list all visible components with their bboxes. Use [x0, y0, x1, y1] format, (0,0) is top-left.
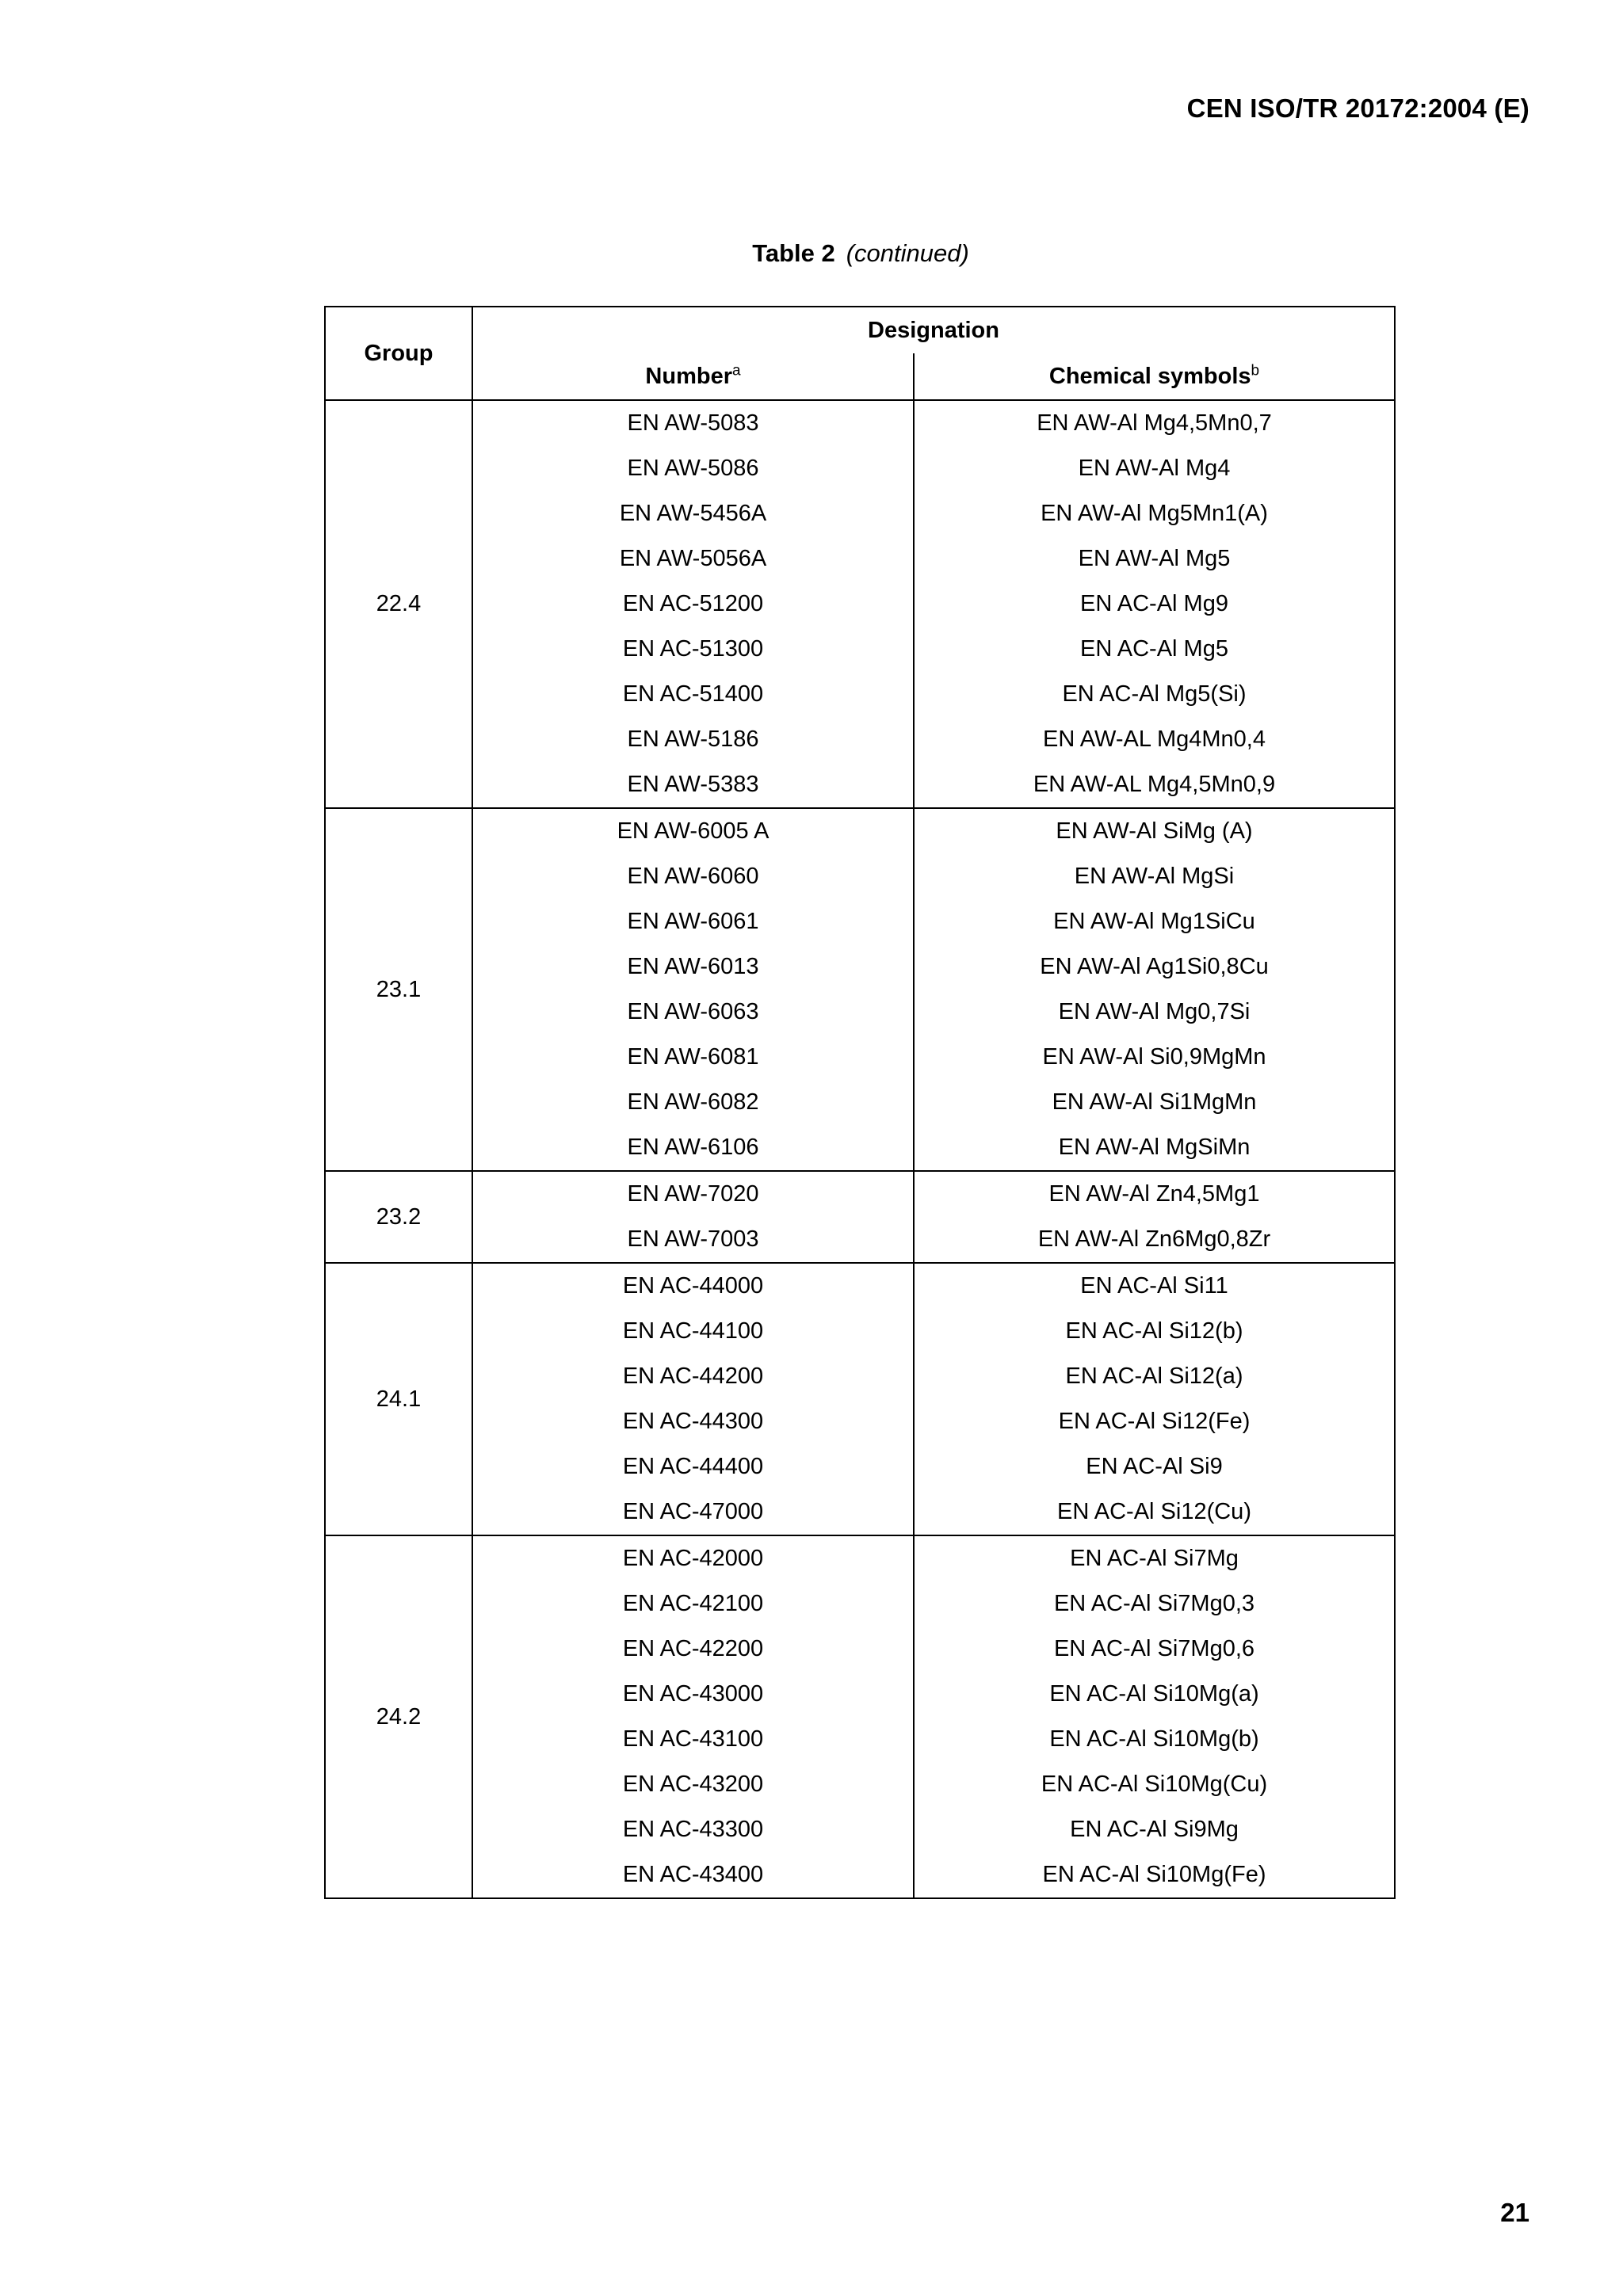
chemical-symbol-cell: EN AC-Al Si10Mg(Fe): [914, 1852, 1395, 1898]
table-row: [325, 1217, 1395, 1263]
table-row: [325, 1263, 1395, 1309]
chemical-symbol-cell: EN AC-Al Si11: [914, 1263, 1395, 1309]
group-cell: 23.1: [325, 808, 472, 1171]
number-cell: EN AW-6082: [472, 1080, 914, 1125]
number-footnote-marker: a: [732, 361, 741, 379]
chemical-symbol-cell: EN AW-Al Mg4: [914, 446, 1395, 491]
number-cell: EN AW-6060: [472, 854, 914, 899]
table-row: [325, 536, 1395, 582]
table-row: [325, 400, 1395, 446]
number-cell: EN AC-42000: [472, 1535, 914, 1581]
chemical-symbol-cell: EN AC-Al Si10Mg(b): [914, 1717, 1395, 1762]
number-cell: EN AC-51400: [472, 672, 914, 717]
table-row: [325, 1535, 1395, 1581]
number-cell: EN AC-44000: [472, 1263, 914, 1309]
number-cell: EN AC-43300: [472, 1807, 914, 1852]
group-cell: 24.2: [325, 1535, 472, 1898]
chemical-symbols-column-header: [914, 353, 1395, 400]
chemical-symbol-cell: EN AW-Al Mg5Mn1(A): [914, 491, 1395, 536]
group-cell: 23.2: [325, 1171, 472, 1263]
chemical-symbol-cell: EN AW-Al Si1MgMn: [914, 1080, 1395, 1125]
chemical-symbol-cell: EN AC-Al Si12(b): [914, 1309, 1395, 1354]
table-row: [325, 627, 1395, 672]
table-row: [325, 854, 1395, 899]
number-cell: EN AW-5056A: [472, 536, 914, 582]
chemical-symbol-cell: EN AW-Al Mg0,7Si: [914, 990, 1395, 1035]
number-cell: EN AW-5383: [472, 762, 914, 808]
chemical-header-label: Chemical symbols: [1048, 363, 1251, 389]
chemical-symbol-cell: EN AW-Al MgSiMn: [914, 1125, 1395, 1171]
document-code: CEN ISO/TR 20172:2004 (E): [1186, 93, 1529, 123]
number-cell: EN AC-43100: [472, 1717, 914, 1762]
chemical-symbol-cell: EN AC-Al Si12(Fe): [914, 1399, 1395, 1444]
chemical-symbol-cell: EN AC-Al Si12(Cu): [914, 1489, 1395, 1535]
table-row: [325, 1444, 1395, 1489]
chemical-symbol-cell: EN AW-AL Mg4Mn0,4: [914, 717, 1395, 762]
number-cell: EN AC-44100: [472, 1309, 914, 1354]
number-cell: EN AC-51300: [472, 627, 914, 672]
group-column-header: Group: [325, 307, 472, 400]
chemical-symbol-cell: EN AC-Al Mg9: [914, 582, 1395, 627]
number-cell: EN AW-5083: [472, 400, 914, 446]
chemical-symbol-cell: EN AW-Al Zn4,5Mg1: [914, 1171, 1395, 1217]
table-row: [325, 762, 1395, 808]
table-row: [325, 582, 1395, 627]
table-row: [325, 1035, 1395, 1080]
number-cell: EN AC-43000: [472, 1672, 914, 1717]
table-row: [325, 944, 1395, 990]
table-caption-note: (continued): [846, 239, 969, 267]
table-row: [325, 1171, 1395, 1217]
chemical-symbol-cell: EN AW-Al Ag1Si0,8Cu: [914, 944, 1395, 990]
table-caption: [0, 239, 1623, 268]
table-row: [325, 446, 1395, 491]
chemical-symbol-cell: EN AC-Al Si7Mg: [914, 1535, 1395, 1581]
table-row: [325, 717, 1395, 762]
table-row: [325, 808, 1395, 854]
number-cell: EN AC-43200: [472, 1762, 914, 1807]
group-cell: 24.1: [325, 1263, 472, 1535]
number-cell: EN AW-6061: [472, 899, 914, 944]
number-cell: EN AW-5456A: [472, 491, 914, 536]
number-cell: EN AW-6081: [472, 1035, 914, 1080]
table-row: [325, 1581, 1395, 1627]
chemical-symbol-cell: EN AW-Al Mg5: [914, 536, 1395, 582]
number-cell: EN AC-42100: [472, 1581, 914, 1627]
number-cell: EN AW-7003: [472, 1217, 914, 1263]
number-cell: EN AC-44200: [472, 1354, 914, 1399]
page-number: 21: [1500, 2198, 1529, 2227]
table-row: [325, 1080, 1395, 1125]
table-row: [325, 1627, 1395, 1672]
table-body: [325, 400, 1395, 1898]
number-cell: EN AW-6063: [472, 990, 914, 1035]
number-cell: EN AC-51200: [472, 582, 914, 627]
chemical-symbol-cell: EN AW-Al MgSi: [914, 854, 1395, 899]
table-row: [325, 1807, 1395, 1852]
number-cell: EN AC-42200: [472, 1627, 914, 1672]
chemical-symbol-cell: EN AW-Al Zn6Mg0,8Zr: [914, 1217, 1395, 1263]
chemical-symbol-cell: EN AC-Al Si10Mg(Cu): [914, 1762, 1395, 1807]
chemical-footnote-marker: b: [1251, 361, 1260, 379]
table-row: [325, 1354, 1395, 1399]
designation-table: [324, 306, 1396, 1899]
table-row: [325, 491, 1395, 536]
number-cell: EN AW-5086: [472, 446, 914, 491]
chemical-symbol-cell: EN AC-Al Si9Mg: [914, 1807, 1395, 1852]
number-cell: EN AW-6005 A: [472, 808, 914, 854]
chemical-symbol-cell: EN AW-Al Mg1SiCu: [914, 899, 1395, 944]
table-row: [325, 1489, 1395, 1535]
chemical-symbol-cell: EN AW-Al Si0,9MgMn: [914, 1035, 1395, 1080]
number-cell: EN AC-44400: [472, 1444, 914, 1489]
chemical-symbol-cell: EN AC-Al Si7Mg0,6: [914, 1627, 1395, 1672]
table-row: [325, 1125, 1395, 1171]
chemical-symbol-cell: EN AW-AL Mg4,5Mn0,9: [914, 762, 1395, 808]
chemical-symbol-cell: EN AC-Al Si10Mg(a): [914, 1672, 1395, 1717]
chemical-symbol-cell: EN AW-Al Mg4,5Mn0,7: [914, 400, 1395, 446]
table-row: [325, 1672, 1395, 1717]
number-cell: EN AW-7020: [472, 1171, 914, 1217]
table-row: [325, 1762, 1395, 1807]
table-row: [325, 1852, 1395, 1898]
group-cell: 22.4: [325, 400, 472, 808]
number-cell: EN AC-47000: [472, 1489, 914, 1535]
number-header-label: Number: [645, 363, 732, 389]
chemical-symbol-cell: EN AW-Al SiMg (A): [914, 808, 1395, 854]
number-cell: EN AW-6106: [472, 1125, 914, 1171]
table-row: [325, 990, 1395, 1035]
number-cell: EN AC-44300: [472, 1399, 914, 1444]
table-caption-label: Table 2: [752, 239, 835, 267]
table-row: [325, 899, 1395, 944]
table-row: [325, 1309, 1395, 1354]
number-column-header: [472, 353, 914, 400]
number-cell: EN AC-43400: [472, 1852, 914, 1898]
number-cell: EN AW-5186: [472, 717, 914, 762]
table-row: [325, 1399, 1395, 1444]
table-row: [325, 1717, 1395, 1762]
designation-column-header: Designation: [472, 307, 1395, 353]
number-cell: EN AW-6013: [472, 944, 914, 990]
chemical-symbol-cell: EN AC-Al Si7Mg0,3: [914, 1581, 1395, 1627]
chemical-symbol-cell: EN AC-Al Mg5(Si): [914, 672, 1395, 717]
chemical-symbol-cell: EN AC-Al Si12(a): [914, 1354, 1395, 1399]
table-row: [325, 672, 1395, 717]
chemical-symbol-cell: EN AC-Al Mg5: [914, 627, 1395, 672]
chemical-symbol-cell: EN AC-Al Si9: [914, 1444, 1395, 1489]
